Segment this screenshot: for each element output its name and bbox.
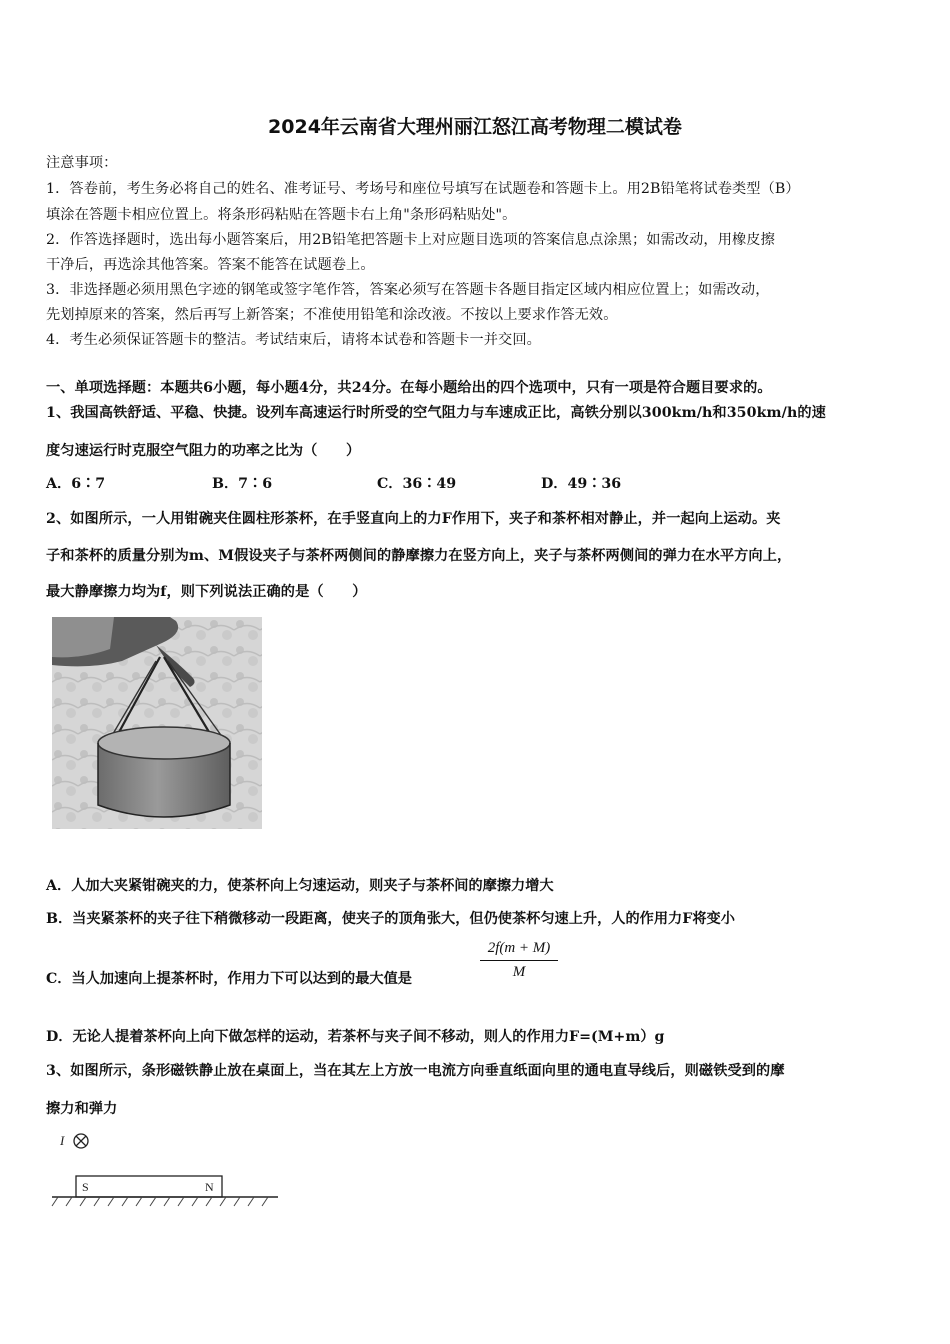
magnet-diagram bbox=[48, 1130, 280, 1210]
notes-line: 干净后，再选涂其他答案。答案不能答在试题卷上。 bbox=[46, 257, 375, 273]
notes-line: 填涂在答题卡相应位置上。将条形码粘贴在答题卡右上角"条形码粘贴处"。 bbox=[46, 207, 517, 223]
question-text: 子和茶杯的质量分别为m、M假设夹子与茶杯两侧间的静摩擦力在竖方向上，夹子与茶杯两侧间的弹力在水平方向上， bbox=[46, 548, 792, 564]
magnet-diagram-drawing bbox=[48, 1130, 280, 1210]
question-text: 3、如图所示，条形磁铁静止放在桌面上，当在其左上方放一电流方向垂直纸面向里的通电直导线后，则磁铁受到的摩 bbox=[46, 1063, 785, 1079]
notes-line: 2．作答选择题时，选出每小题答案后，用2B铅笔把答题卡上对应题目选项的答案信息点涂黑；如需改动，用橡皮擦 bbox=[46, 232, 775, 248]
question-text: 擦力和弹力 bbox=[46, 1101, 118, 1117]
formula-denominator: M bbox=[512, 964, 526, 980]
exam-title: 2024年云南省大理州丽江怒江高考物理二模试卷 bbox=[268, 116, 682, 138]
notes-line: 3．非选择题必须用黑色字迹的钢笔或签字笔作答，答案必须写在答题卡各题目指定区域内相应位置上；如需改动， bbox=[46, 282, 770, 298]
notes-heading: 注意事项： bbox=[46, 155, 118, 171]
teacup-photo bbox=[52, 617, 262, 829]
question-text: 最大静摩擦力均为f，则下列说法正确的是（ ） bbox=[46, 584, 367, 600]
teacup-photo-illustration bbox=[52, 617, 262, 829]
question-text: 2、如图所示，一人用钳碗夹住圆柱形茶杯，在手竖直向上的力F作用下，夹子和茶杯相对静止，并一起向上运动。夹 bbox=[46, 511, 781, 527]
pole-s: S bbox=[82, 1180, 89, 1194]
option-d: D．49∶36 bbox=[541, 476, 622, 492]
bar-magnet bbox=[76, 1176, 222, 1197]
option-b: B．7∶6 bbox=[212, 476, 273, 492]
pole-n: N bbox=[205, 1180, 214, 1194]
option-a: A．人加大夹紧钳碗夹的力，使茶杯向上匀速运动，则夹子与茶杯间的摩擦力增大 bbox=[46, 878, 554, 894]
table-hatching bbox=[52, 1197, 268, 1206]
notes-line: 4．考生必须保证答题卡的整洁。考试结束后，请将本试卷和答题卡一并交回。 bbox=[46, 332, 541, 348]
option-a: A．6∶7 bbox=[46, 476, 106, 492]
option-c: C．当人加速向上提茶杯时，作用力下可以达到的最大值是 bbox=[46, 971, 412, 987]
notes-line: 先划掉原来的答案，然后再写上新答案；不准使用铅笔和涂改液。不按以上要求作答无效。 bbox=[46, 307, 618, 323]
question-text: 度匀速运行时克服空气阻力的功率之比为（ ） bbox=[46, 443, 361, 459]
notes-line: 1．答卷前，考生务必将自己的姓名、准考证号、考场号和座位号填写在试题卷和答题卡上。用2B铅笔将试卷类型（B） bbox=[46, 181, 800, 197]
option-b: B．当夹紧茶杯的夹子往下稍微移动一段距离，使夹子的顶角张大，但仍使茶杯匀速上升，人的作用力F将变小 bbox=[46, 911, 735, 927]
question-text: 1、我国高铁舒适、平稳、快捷。设列车高速运行时所受的空气阻力与车速成正比，高铁分别以300km/h和350km/h的速 bbox=[46, 405, 826, 421]
max-force-formula bbox=[480, 940, 558, 981]
option-c: C．36∶49 bbox=[377, 476, 457, 492]
section-heading: 一、单项选择题：本题共6小题，每小题4分，共24分。在每小题给出的四个选项中，只有一项是符合题目要求的。 bbox=[46, 380, 772, 396]
current-label: I bbox=[60, 1133, 65, 1148]
option-d: D．无论人提着茶杯向上向下做怎样的运动，若茶杯与夹子间不移动，则人的作用力F=(M+m）g bbox=[46, 1029, 665, 1045]
formula-numerator: 2f(m + M) bbox=[480, 940, 558, 961]
